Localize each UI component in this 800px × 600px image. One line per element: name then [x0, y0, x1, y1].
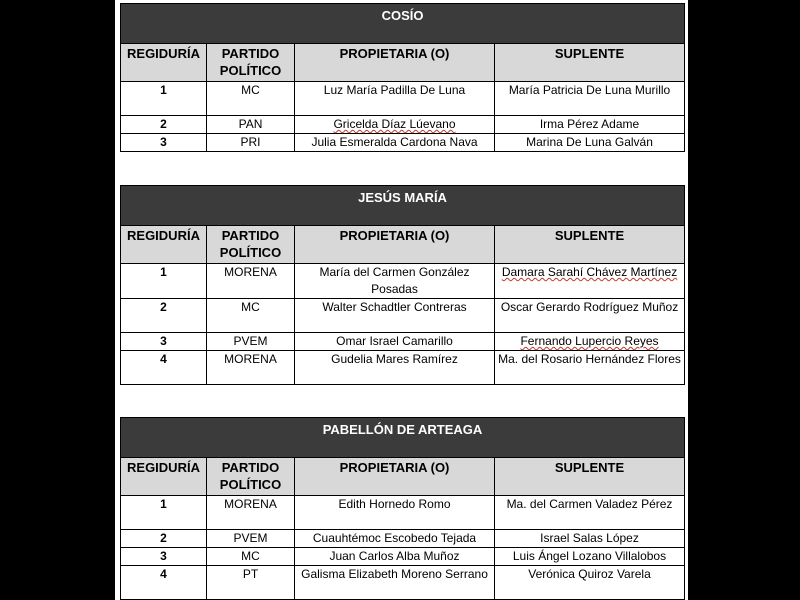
cell-propietaria: Edith Hornedo Romo [295, 496, 495, 530]
cell-partido: MORENA [207, 351, 295, 385]
table-row [121, 496, 685, 530]
table-pabellon-de-arteaga [120, 417, 685, 600]
header-propietaria: PROPIETARIA (O) [295, 226, 495, 264]
cell-num: 3 [121, 548, 207, 566]
cell-suplente [495, 333, 685, 351]
cell-partido: MC [207, 299, 295, 333]
table-cosio [120, 3, 685, 152]
cell-suplente [495, 264, 685, 299]
cell-num: 2 [121, 116, 207, 134]
cell-propietaria: Luz María Padilla De Luna [295, 82, 495, 116]
document-page [115, 0, 688, 600]
cell-partido: PRI [207, 134, 295, 152]
header-suplente: SUPLENTE [495, 44, 685, 82]
cell-num: 4 [121, 351, 207, 385]
cell-num: 3 [121, 134, 207, 152]
header-partido: PARTIDO POLÍTICO [207, 44, 295, 82]
cell-num: 1 [121, 264, 207, 299]
cell-num: 1 [121, 496, 207, 530]
cell-suplente: Israel Salas López [495, 530, 685, 548]
header-propietaria: PROPIETARIA (O) [295, 44, 495, 82]
cell-suplente: Oscar Gerardo Rodríguez Muñoz [495, 299, 685, 333]
cell-suplente: Ma. del Rosario Hernández Flores [495, 351, 685, 385]
table-row [121, 134, 685, 152]
header-partido: PARTIDO POLÍTICO [207, 458, 295, 496]
cell-propietaria: Gudelia Mares Ramírez [295, 351, 495, 385]
cell-suplente: Ma. del Carmen Valadez Pérez [495, 496, 685, 530]
header-regiduria: REGIDURÍA [121, 226, 207, 264]
cell-partido: PT [207, 566, 295, 600]
table-row [121, 566, 685, 600]
cell-num: 1 [121, 82, 207, 116]
cell-partido: PVEM [207, 333, 295, 351]
cell-partido: MC [207, 548, 295, 566]
cell-num: 3 [121, 333, 207, 351]
table-row [121, 530, 685, 548]
cell-partido: MORENA [207, 264, 295, 299]
header-suplente: SUPLENTE [495, 458, 685, 496]
cell-suplente: Luis Ángel Lozano Villalobos [495, 548, 685, 566]
cell-propietaria: Cuauhtémoc Escobedo Tejada [295, 530, 495, 548]
cell-partido: MORENA [207, 496, 295, 530]
header-regiduria: REGIDURÍA [121, 458, 207, 496]
cell-propietaria: María del Carmen González Posadas [295, 264, 495, 299]
header-propietaria: PROPIETARIA (O) [295, 458, 495, 496]
table-row [121, 264, 685, 299]
table-row [121, 299, 685, 333]
cell-suplente: Irma Pérez Adame [495, 116, 685, 134]
cell-num: 2 [121, 299, 207, 333]
table-title: COSÍO [121, 4, 685, 44]
propietaria-text: Gricelda Díaz Lúevano [333, 117, 456, 131]
cell-num: 4 [121, 566, 207, 600]
cell-num: 2 [121, 530, 207, 548]
suplente-text: Fernando Lupercio Reyes [520, 334, 659, 348]
cell-partido: PAN [207, 116, 295, 134]
table-row [121, 548, 685, 566]
table-title: JESÚS MARÍA [121, 186, 685, 226]
cell-partido: MC [207, 82, 295, 116]
header-suplente: SUPLENTE [495, 226, 685, 264]
table-title: PABELLÓN DE ARTEAGA [121, 418, 685, 458]
cell-propietaria [295, 116, 495, 134]
table-row [121, 333, 685, 351]
cell-partido: PVEM [207, 530, 295, 548]
cell-propietaria: Omar Israel Camarillo [295, 333, 495, 351]
cell-suplente: María Patricia De Luna Murillo [495, 82, 685, 116]
cell-propietaria: Galisma Elizabeth Moreno Serrano [295, 566, 495, 600]
suplente-text: Damara Sarahí Chávez Martínez [501, 265, 678, 279]
cell-suplente: Verónica Quiroz Varela [495, 566, 685, 600]
cell-propietaria: Julia Esmeralda Cardona Nava [295, 134, 495, 152]
cell-propietaria: Juan Carlos Alba Muñoz [295, 548, 495, 566]
table-row [121, 116, 685, 134]
table-row [121, 82, 685, 116]
table-row [121, 351, 685, 385]
header-regiduria: REGIDURÍA [121, 44, 207, 82]
cell-propietaria: Walter Schadtler Contreras [295, 299, 495, 333]
header-partido: PARTIDO POLÍTICO [207, 226, 295, 264]
table-jesus-maria [120, 185, 685, 385]
cell-suplente: Marina De Luna Galván [495, 134, 685, 152]
